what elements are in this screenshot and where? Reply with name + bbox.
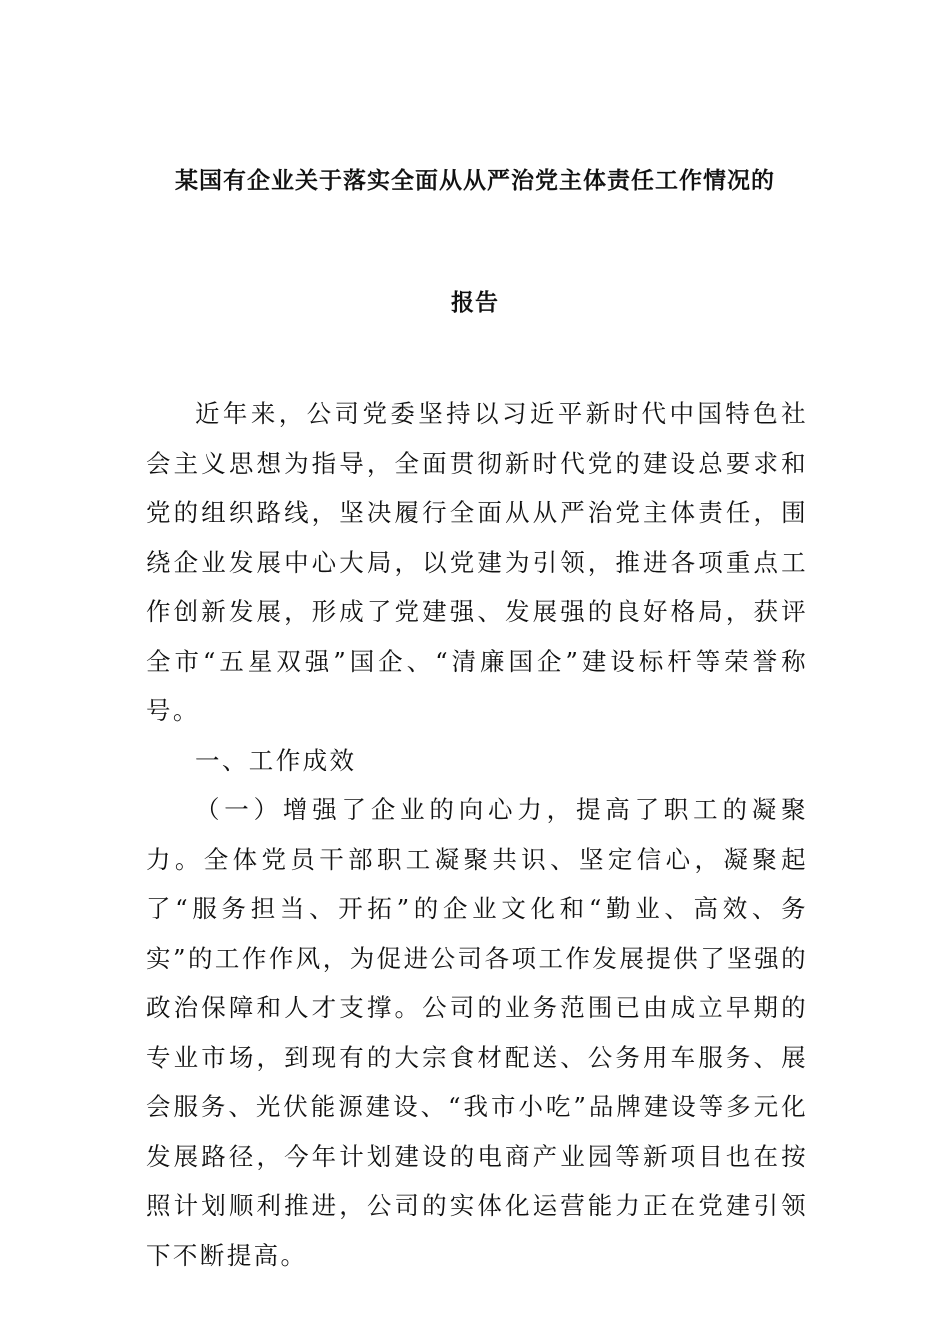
subsection-paragraph-1: （一）增强了企业的向心力，提高了职工的凝聚力。全体党员干部职工凝聚共识、坚定信心，凝聚起了“服务担当、开拓”的企业文化和“勤业、高效、务实”的工作作风，为促进公司各项工作发展提供了坚强的政治保障和人才支撑。公司的业务范围已由成立早期的专业市场，到现有的大宗食材配送、公务用车服务、展会服务、光伏能源建设、“我市小吃”品牌建设等多元化发展路径，今年计划建设的电商产业园等新项目也在按照计划顺利推进，公司的实体化运营能力正在党建引领下不断提高。	[146, 795, 808, 1270]
document-body	[146, 389, 808, 1280]
intro-paragraph: 近年来，公司党委坚持以习近平新时代中国特色社会主义思想为指导，全面贯彻新时代党的建设总要求和党的组织路线，坚决履行全面从从严治党主体责任，围绕企业发展中心大局，以党建为引领，推进各项重点工作创新发展，形成了党建强、发展强的良好格局，获评全市“五星双强”国企、“清廉国企”建设标杆等荣誉称号。	[146, 399, 808, 725]
document-title-line-2: 报告	[451, 289, 499, 316]
document-title-line-1: 某国有企业关于落实全面从从严治党主体责任工作情况的	[175, 167, 775, 194]
section-heading-achievements: 一、工作成效	[195, 745, 357, 775]
